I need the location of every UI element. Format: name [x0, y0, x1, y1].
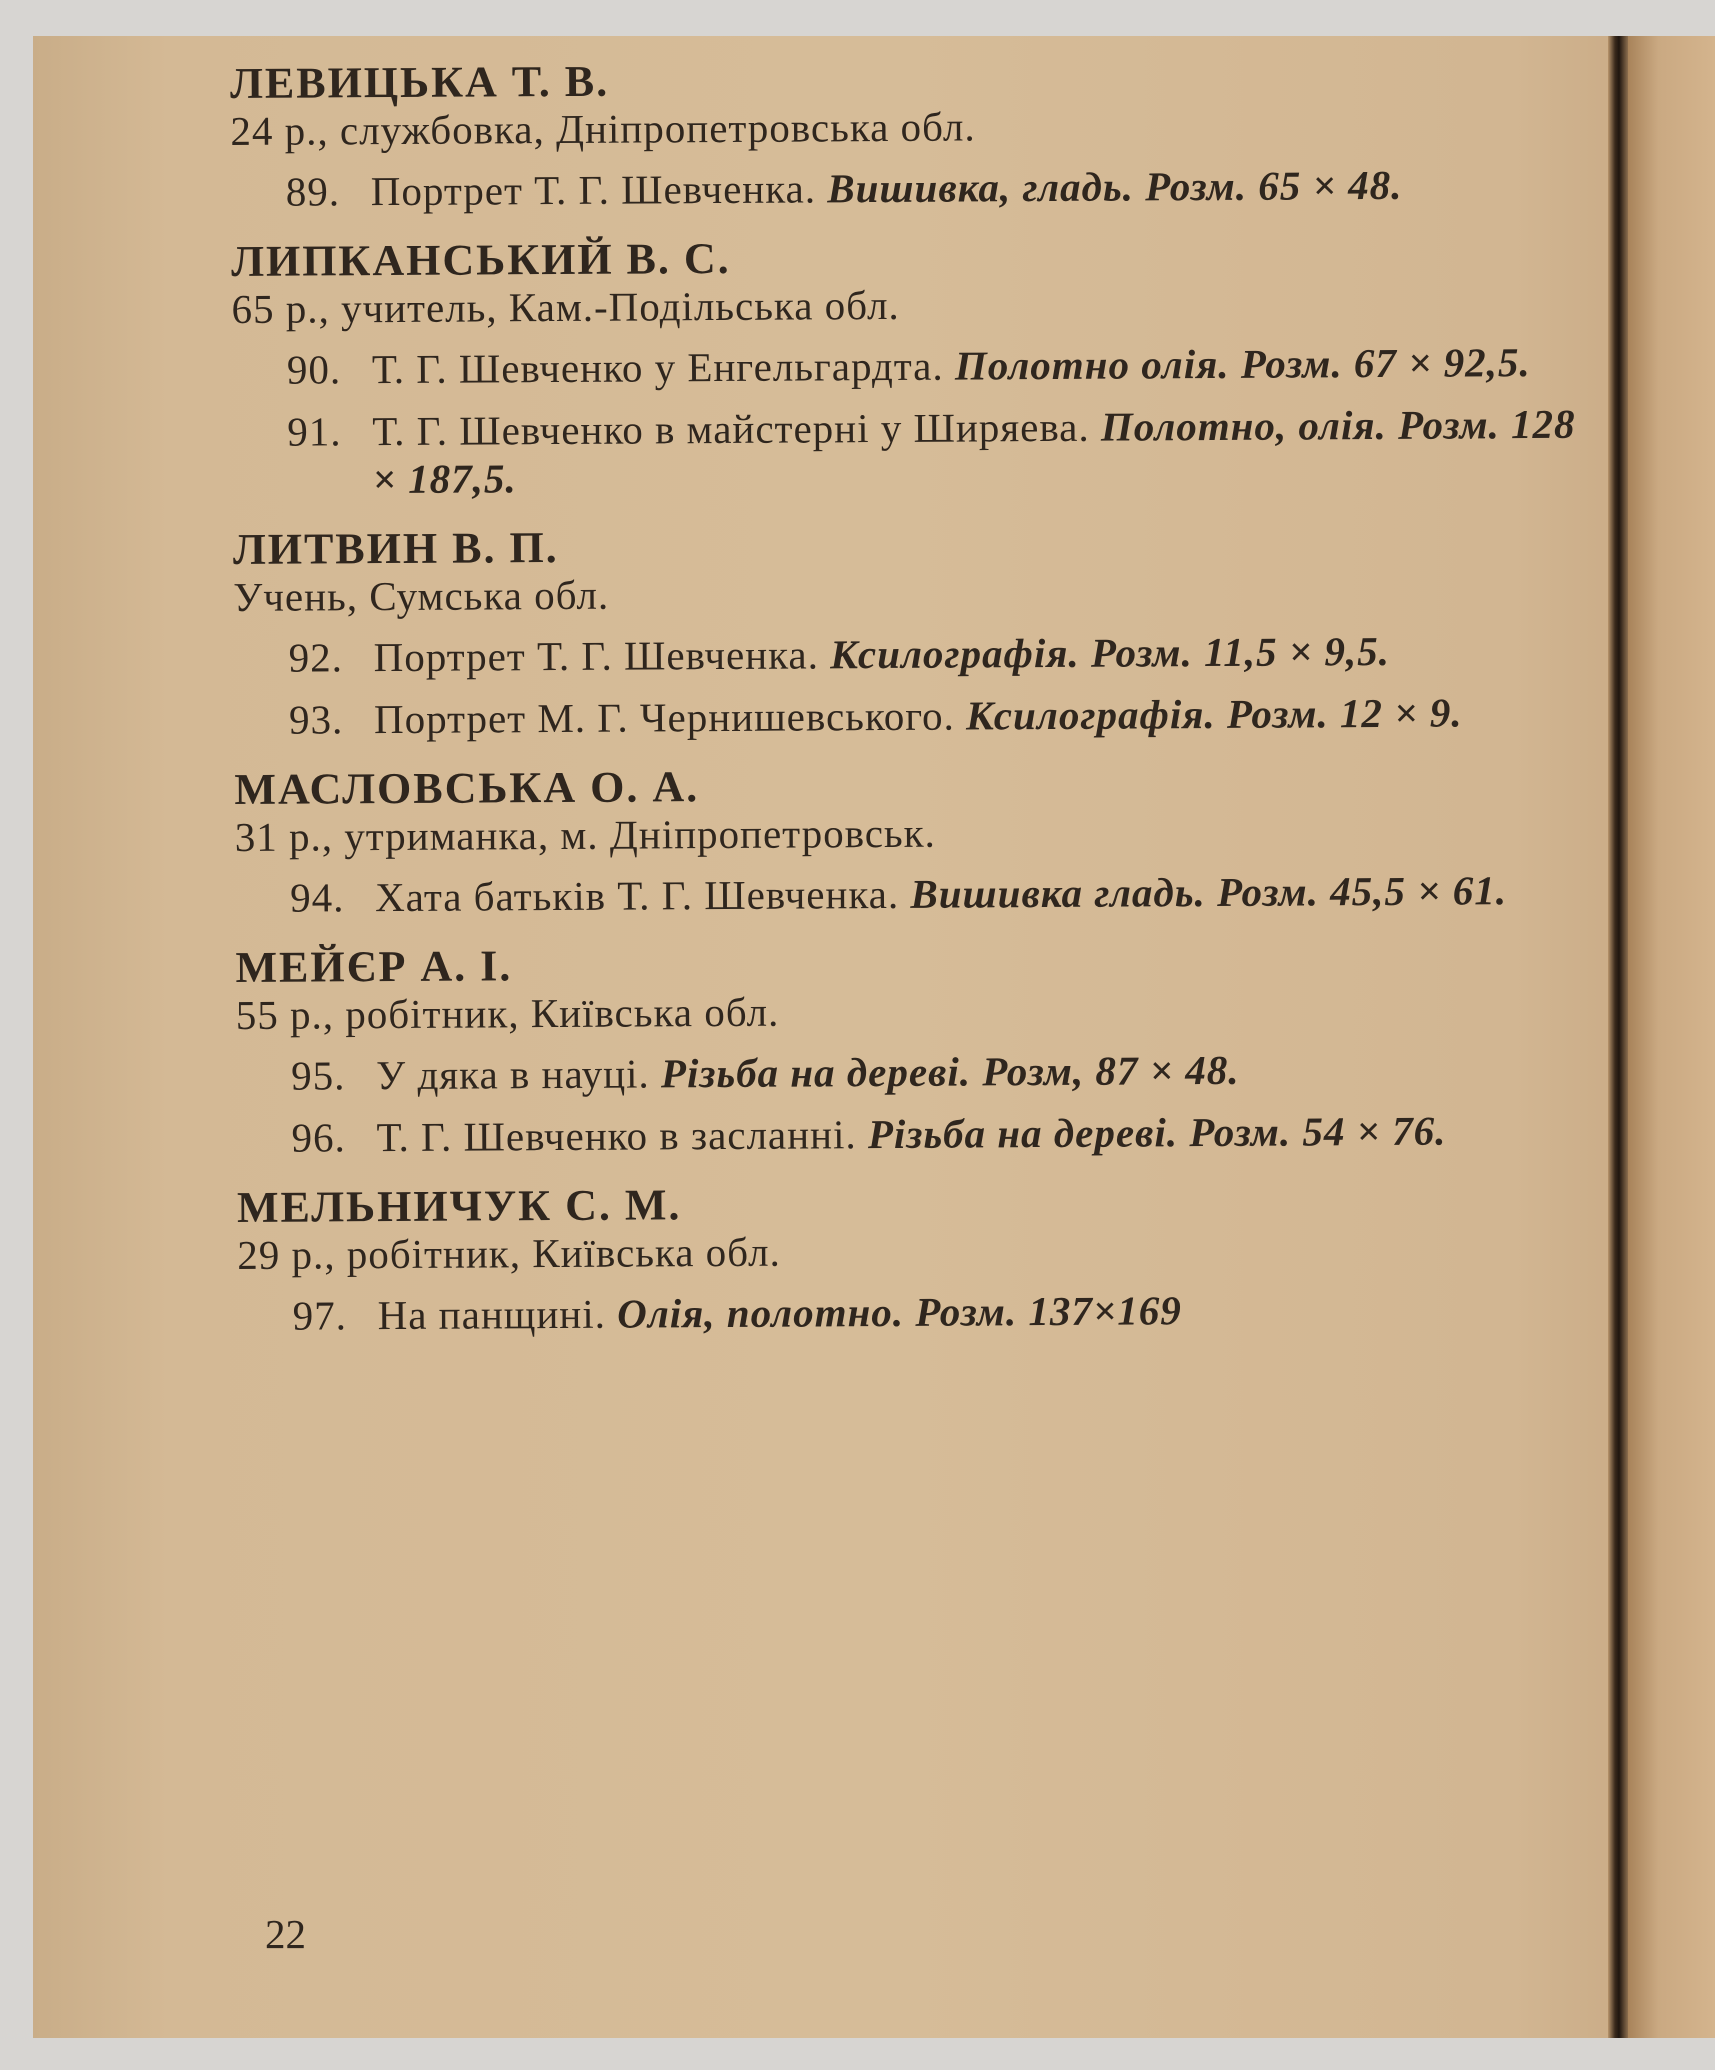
- work-medium: Вишивка гладь.: [910, 869, 1206, 917]
- work-size: Розм. 65 × 48.: [1145, 161, 1403, 210]
- work-title: Т. Г. Шевченко в майстерні у Ширяева.: [372, 403, 1090, 455]
- work-entry: [232, 400, 1583, 504]
- work-number: 96.: [291, 1114, 346, 1161]
- work-entry: [236, 1044, 1586, 1100]
- author-entry: [231, 230, 1576, 504]
- author-info: 65 р., учитель, Кам.-Подільська обл.: [231, 281, 900, 332]
- author-name: МЕЙЄР А. І.: [235, 941, 513, 992]
- work-medium: Полотно олія.: [954, 340, 1230, 389]
- work-entry: [236, 1106, 1586, 1162]
- work-entry: [238, 1284, 1588, 1340]
- author-info: 29 р., робітник, Київська обл.: [237, 1228, 781, 1278]
- catalog-list: [229, 52, 1576, 1362]
- work-title: Портрет Т. Г. Шевченка.: [370, 165, 817, 215]
- work-medium: Ксилографія.: [965, 690, 1216, 739]
- author-info: 55 р., робітник, Київська обл.: [235, 988, 780, 1038]
- work-size: Розм. 54 × 76.: [1189, 1107, 1447, 1156]
- work-size: Розм. 128 × 187,5.: [372, 400, 1576, 503]
- author-entry: [234, 758, 1515, 922]
- work-number: 94.: [289, 874, 345, 921]
- author-name: ЛИТВИН В. П.: [232, 523, 559, 574]
- work-medium: Вишивка, гладь.: [827, 163, 1135, 212]
- work-size: Розм. 45,5 × 61.: [1216, 867, 1508, 915]
- work-entry: [234, 626, 1584, 682]
- work-entry: [232, 338, 1582, 394]
- author-info: 24 р., службовка, Дніпропетровська обл.: [230, 103, 976, 154]
- author-entry: [237, 1176, 1518, 1340]
- work-entry: [231, 160, 1581, 216]
- work-title: Портрет М. Г. Чернишевського.: [373, 692, 955, 743]
- work-title: На панщині.: [377, 1290, 607, 1339]
- work-title: Т. Г. Шевченко в засланні.: [376, 1111, 857, 1161]
- book-spine: [1608, 36, 1628, 2038]
- work-number: 97.: [292, 1292, 348, 1339]
- work-medium: Полотно, олія.: [1100, 401, 1387, 450]
- work-size: Розм. 67 × 92,5.: [1240, 339, 1531, 387]
- facing-page-edge: [1628, 36, 1715, 2038]
- work-number: 93.: [288, 696, 344, 743]
- author-info: 31 р., утриманка, м. Дніпропетровськ.: [234, 809, 936, 860]
- work-medium: Різьба на дереві.: [867, 1109, 1179, 1158]
- author-entry: [235, 936, 1516, 1162]
- work-size: Розм. 137×169: [915, 1287, 1182, 1335]
- page-number: 22: [265, 1911, 306, 1957]
- author-name: МЕЛЬНИЧУК С. М.: [236, 1180, 682, 1232]
- author-name: ЛЕВИЦЬКА Т. В.: [229, 56, 610, 108]
- work-title: Портрет Т. Г. Шевченка.: [373, 631, 820, 681]
- author-entry: [233, 518, 1514, 744]
- work-number: 92.: [288, 634, 344, 681]
- work-entry: [235, 866, 1585, 922]
- work-number: 89.: [285, 168, 341, 215]
- work-number: 90.: [286, 346, 342, 393]
- work-title: Хата батьків Т. Г. Шевченка.: [374, 870, 900, 921]
- work-medium: Олія, полотно.: [617, 1288, 905, 1337]
- work-entry: [234, 688, 1584, 744]
- work-number: 91.: [287, 408, 342, 455]
- work-size: Розм, 87 × 48.: [982, 1046, 1240, 1095]
- author-name: МАСЛОВСЬКА О. А.: [234, 762, 700, 814]
- work-size: Розм. 11,5 × 9,5.: [1090, 627, 1391, 676]
- work-size: Розм. 12 × 9.: [1226, 689, 1463, 737]
- work-medium: Різьба на дереві.: [660, 1048, 972, 1097]
- work-title: У дяка в науці.: [376, 1050, 650, 1099]
- work-medium: Ксилографія.: [829, 629, 1080, 678]
- work-title: Т. Г. Шевченко у Енгельгардта.: [371, 342, 944, 393]
- author-entry: [230, 52, 1511, 216]
- author-name: ЛИПКАНСЬКИЙ В. С.: [231, 233, 731, 286]
- author-info: Учень, Сумська обл.: [233, 571, 610, 620]
- work-number: 95.: [291, 1052, 346, 1099]
